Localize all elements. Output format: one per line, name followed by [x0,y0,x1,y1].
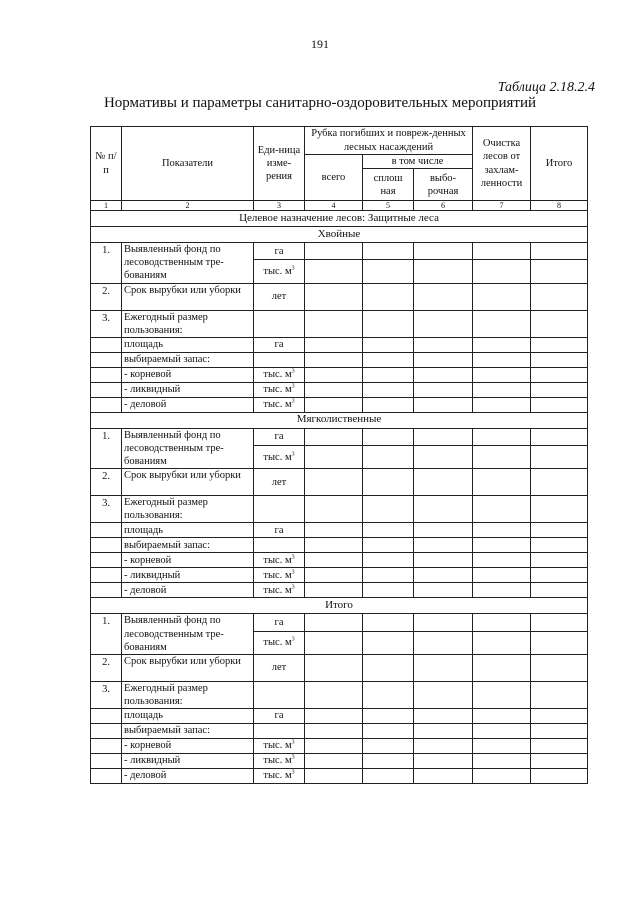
indicator-business: - деловой [122,769,254,784]
table-label: Таблица 2.18.2.4 [497,80,595,95]
indicator-term: Срок вырубки или уборки [122,654,254,681]
unit-cell: га [254,243,305,260]
col-number: 3 [254,201,305,211]
col-number: 6 [414,201,473,211]
unit-cell: тыс. $м^3$ [254,446,305,469]
unit-cell: тыс. $м^3$ [254,382,305,397]
unit-cell: га [254,428,305,445]
table-row [91,654,588,681]
col-number: 1 [91,201,122,211]
row-number: 3. [91,310,122,337]
header-clear: сплош ная [363,169,414,201]
table-row [91,538,588,553]
col-number: 8 [531,201,588,211]
indicator-stock: выбираемый запас: [122,538,254,553]
header-unit: Еди-ница изме-рения [254,127,305,201]
table-row [91,310,588,337]
purpose-row [91,211,588,227]
indicator-stock: выбираемый запас: [122,724,254,739]
page-number: 191 [311,37,329,51]
section-header-row [91,412,588,428]
table-row [91,523,588,538]
indicator-root: - корневой [122,367,254,382]
col-number: 2 [122,201,254,211]
table-row [91,428,588,445]
indicator-fund: Выявленный фонд по лесоводственным тре-бованиям [122,243,254,283]
table-row [91,283,588,310]
row-number: 2. [91,283,122,310]
unit-cell: лет [254,469,305,496]
section-title: Итого [91,598,588,614]
header-selective: выбо-рочная [414,169,473,201]
header-felling-group: Рубка погибших и повреж-денных лесных насаждений [305,127,473,155]
table-row [91,754,588,769]
unit-cell: тыс. $м^3$ [254,397,305,412]
table-row [91,397,588,412]
row-number: 1. [91,243,122,283]
table-row [91,352,588,367]
header-cleanup: Очистка лесов от захлам-ленности [473,127,531,201]
indicator-business: - деловой [122,397,254,412]
table-row [91,243,588,260]
table-row [91,553,588,568]
row-number: 3. [91,496,122,523]
indicator-business: - деловой [122,583,254,598]
indicator-liquid: - ликвидный [122,382,254,397]
unit-cell: лет [254,283,305,310]
indicator-annual: Ежегодный размер пользования: [122,681,254,708]
unit-cell: тыс. $м^3$ [254,754,305,769]
unit-cell: тыс. $м^3$ [254,739,305,754]
unit-cell: га [254,337,305,352]
indicator-liquid: - ликвидный [122,568,254,583]
table-row [91,724,588,739]
unit-cell: га [254,614,305,631]
unit-cell: тыс. $м^3$ [254,553,305,568]
table-title: Нормативы и параметры санитарно-оздоровительных мероприятий [103,95,537,111]
header-indicators: Показатели [122,127,254,201]
table-row [91,367,588,382]
row-number: 2. [91,654,122,681]
table-row [91,337,588,352]
indicator-fund: Выявленный фонд по лесоводственным тре-бованиям [122,614,254,654]
col-number: 7 [473,201,531,211]
row-number: 1. [91,428,122,468]
header-total: всего [305,155,363,201]
row-number: 2. [91,469,122,496]
indicator-liquid: - ликвидный [122,754,254,769]
indicator-term: Срок вырубки или уборки [122,283,254,310]
unit-cell: тыс. $м^3$ [254,631,305,654]
unit-cell: тыс. $м^3$ [254,568,305,583]
indicator-annual: Ежегодный размер пользования: [122,496,254,523]
table-row [91,496,588,523]
table-row [91,681,588,708]
unit-cell: тыс. $м^3$ [254,367,305,382]
unit-cell: лет [254,654,305,681]
row-number: 3. [91,681,122,708]
indicator-stock: выбираемый запас: [122,352,254,367]
section-title: Мягколиственные [91,412,588,428]
col-number: 4 [305,201,363,211]
header-itogo: Итого [531,127,588,201]
row-number: 1. [91,614,122,654]
column-numbers-row [91,201,588,211]
section-title: Хвойные [91,227,588,243]
unit-cell: тыс. $м^3$ [254,583,305,598]
table-row [91,568,588,583]
unit-cell: га [254,709,305,724]
unit-cell: га [254,523,305,538]
unit-cell: тыс. $м^3$ [254,769,305,784]
unit-cell: тыс. $м^3$ [254,260,305,283]
indicator-root: - корневой [122,739,254,754]
sanitary-measures-table [90,126,588,784]
purpose-label: Целевое назначение лесов: Защитные леса [91,211,588,227]
table-row [91,739,588,754]
indicator-annual: Ежегодный размер пользования: [122,310,254,337]
table-row [91,614,588,631]
indicator-fund: Выявленный фонд по лесоводственным тре-бованиям [122,428,254,468]
indicator-root: - корневой [122,553,254,568]
indicator-term: Срок вырубки или уборки [122,469,254,496]
indicator-area: площадь [122,709,254,724]
table-row [91,382,588,397]
table-row [91,583,588,598]
section-header-row [91,227,588,243]
table-row [91,469,588,496]
header-num: № п/п [91,127,122,201]
header-of-which: в том числе [363,155,473,169]
indicator-area: площадь [122,523,254,538]
indicator-area: площадь [122,337,254,352]
section-header-row [91,598,588,614]
table-row [91,769,588,784]
table-row [91,709,588,724]
col-number: 5 [363,201,414,211]
